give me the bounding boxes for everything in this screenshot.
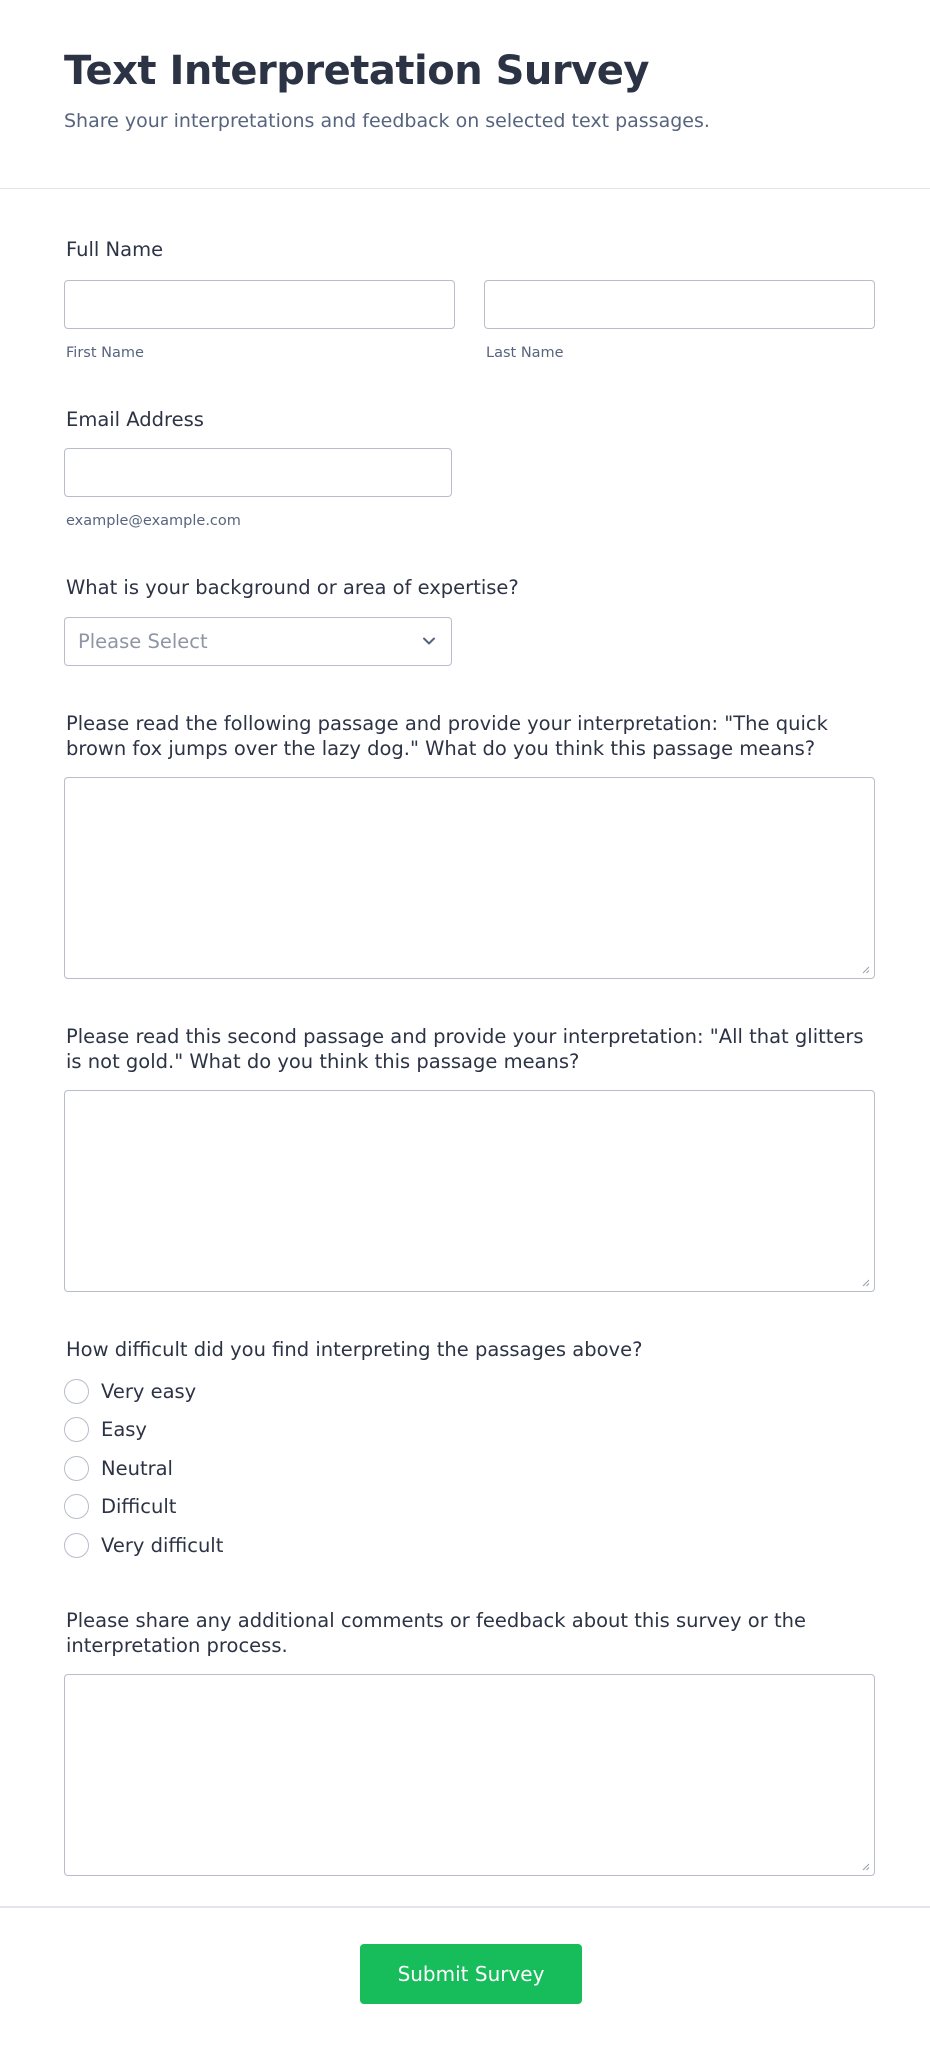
submit-survey-button[interactable]: Submit Survey (360, 1944, 582, 2004)
chevron-down-icon (421, 633, 437, 649)
full-name-label: Full Name (66, 238, 164, 261)
passage2-textarea[interactable] (64, 1090, 875, 1292)
email-sublabel: example@example.com (66, 513, 241, 529)
comments-textarea[interactable] (64, 1674, 875, 1876)
radio-option-label[interactable]: Easy (101, 1418, 147, 1441)
resize-handle-icon[interactable] (861, 965, 870, 974)
radio-option-label[interactable]: Very easy (101, 1380, 197, 1403)
email-label: Email Address (66, 408, 204, 431)
passage1-label: Please read the following passage and provide your interpretation: "The quick brown fox jumps over the lazy dog." What do you think this passage means? (66, 712, 828, 760)
radio-button[interactable] (64, 1533, 89, 1558)
form-header (0, 0, 930, 189)
radio-option-label[interactable]: Difficult (101, 1495, 177, 1518)
background-select-placeholder: Please Select (78, 630, 208, 653)
background-select[interactable] (64, 617, 452, 666)
background-label: What is your background or area of expertise? (66, 576, 519, 599)
radio-option-label[interactable]: Neutral (101, 1457, 173, 1480)
radio-button[interactable] (64, 1456, 89, 1481)
footer-divider (0, 1906, 930, 1908)
radio-option-label[interactable]: Very difficult (101, 1534, 224, 1557)
comments-label: Please share any additional comments or feedback about this survey or the interpretation process. (66, 1609, 806, 1657)
last-name-input[interactable] (484, 280, 875, 329)
passage2-label: Please read this second passage and provide your interpretation: "All that glitters is not gold." What do you think this passage means? (66, 1025, 864, 1073)
radio-button[interactable] (64, 1494, 89, 1519)
email-input[interactable] (64, 448, 452, 497)
form-subtitle: Share your interpretations and feedback on selected text passages. (64, 110, 710, 132)
radio-button[interactable] (64, 1379, 89, 1404)
first-name-sublabel: First Name (66, 345, 144, 361)
difficulty-label: How difficult did you find interpreting the passages above? (66, 1338, 643, 1361)
resize-handle-icon[interactable] (861, 1862, 870, 1871)
passage1-textarea[interactable] (64, 777, 875, 979)
last-name-sublabel: Last Name (486, 345, 564, 361)
form-title: Text Interpretation Survey (64, 48, 649, 94)
first-name-input[interactable] (64, 280, 455, 329)
resize-handle-icon[interactable] (861, 1278, 870, 1287)
radio-button[interactable] (64, 1417, 89, 1442)
